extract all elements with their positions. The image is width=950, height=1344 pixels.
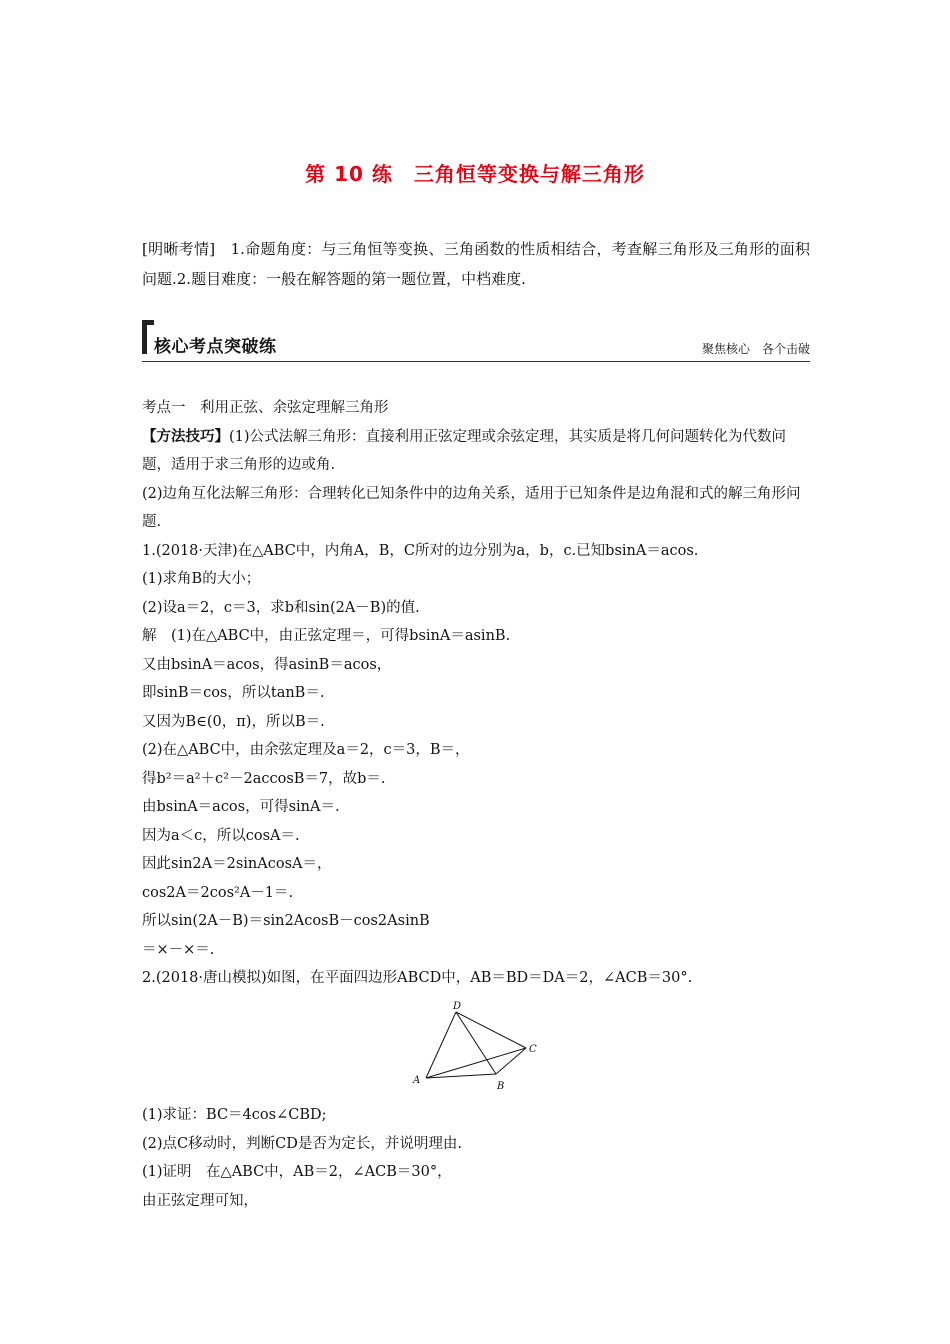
solution-line: cos2A＝2cos²A－1＝.	[142, 884, 294, 901]
intro-paragraph: [明晰考情] 1.命题角度：与三角恒等变换、三角函数的性质相结合，考查解三角形及三角形的面积问题.2.题目难度：一般在解答题的第一题位置，中档难度.	[142, 240, 810, 288]
problem-2-part-2: (2)点C移动时，判断CD是否为定长，并说明理由.	[142, 1135, 462, 1152]
exercise-body-continued	[142, 1101, 810, 1215]
solution-line: 由bsinA＝acos，可得sinA＝.	[142, 799, 340, 815]
label-d: D	[453, 1001, 462, 1012]
problem-1-stem: 1.(2018·天津)在△ABC中，内角A，B，C所对的边分别为a，b，c.已知bsinA＝acos.	[142, 542, 699, 559]
solution-line: 即sinB＝cos，所以tanB＝.	[142, 685, 325, 701]
section-rule	[142, 361, 810, 362]
solution-line: 所以sin(2A－B)＝sin2AcosB－cos2AsinB	[142, 913, 430, 929]
problem-2-part-1: (1)求证：BC＝4cos∠CBD;	[142, 1107, 327, 1123]
method-tip-1	[142, 423, 810, 480]
diagonal-ac	[426, 1048, 526, 1078]
solution-line: 又由bsinA＝acos，得asinB＝acos，	[142, 656, 392, 673]
problem-1-part-2: (2)设a＝2，c＝3，求b和sin(2A－B)的值.	[142, 599, 420, 616]
topic-heading: 考点一 利用正弦、余弦定理解三角形	[142, 400, 389, 416]
section-banner	[142, 320, 810, 364]
bracket-decoration	[142, 320, 147, 354]
method-label: 【方法技巧】	[142, 427, 229, 445]
solution-line: 得b²＝a²＋c²－2accosB＝7，故b＝.	[142, 770, 386, 787]
solution-line: 又因为B∈(0，π)，所以B＝.	[142, 713, 325, 730]
diagonal-bd	[456, 1012, 496, 1074]
page-title: 第 10 练 三角恒等变换与解三角形	[305, 162, 645, 186]
bracket-decoration-top	[142, 320, 154, 325]
section-heading: 核心考点突破练	[154, 337, 277, 357]
label-b: B	[497, 1081, 505, 1092]
solution-line: 解 (1)在△ABC中，由正弦定理＝，可得bsinA＝asinB.	[142, 628, 511, 644]
section-tagline: 聚焦核心 各个击破	[701, 342, 810, 356]
problem-2-stem: 2.(2018·唐山模拟)如图，在平面四边形ABCD中，AB＝BD＝DA＝2，∠ACB＝30°.	[142, 970, 693, 986]
edge-ad	[426, 1012, 456, 1078]
solution-line: (2)在△ABC中，由余弦定理及a＝2，c＝3，B＝，	[142, 742, 470, 758]
solution-line: 因此sin2A＝2sinAcosA＝，	[142, 856, 332, 872]
quadrilateral-figure	[408, 998, 554, 1094]
solution-line: 因为a＜c，所以cosA＝.	[142, 827, 300, 844]
label-c: C	[529, 1044, 537, 1055]
label-a: A	[413, 1075, 421, 1086]
solution-line: ＝×－×＝.	[142, 941, 215, 958]
proof-line: (1)证明 在△ABC中，AB＝2，∠ACB＝30°，	[142, 1164, 452, 1180]
edge-dc	[456, 1012, 526, 1048]
method-tip-1-text: (1)公式法解三角形：直接利用正弦定理或余弦定理，其实质是将几何问题转化为代数问题，适用于求三角形的边或角.	[142, 428, 787, 473]
exercise-body	[142, 394, 810, 993]
method-tip-2: (2)边角互化法解三角形：合理转化已知条件中的边角关系，适用于已知条件是边角混和式的解三角形问题.	[142, 485, 801, 530]
edge-cb	[496, 1048, 526, 1074]
proof-line: 由正弦定理可知，	[142, 1192, 258, 1209]
problem-1-part-1: (1)求角B的大小；	[142, 571, 261, 587]
